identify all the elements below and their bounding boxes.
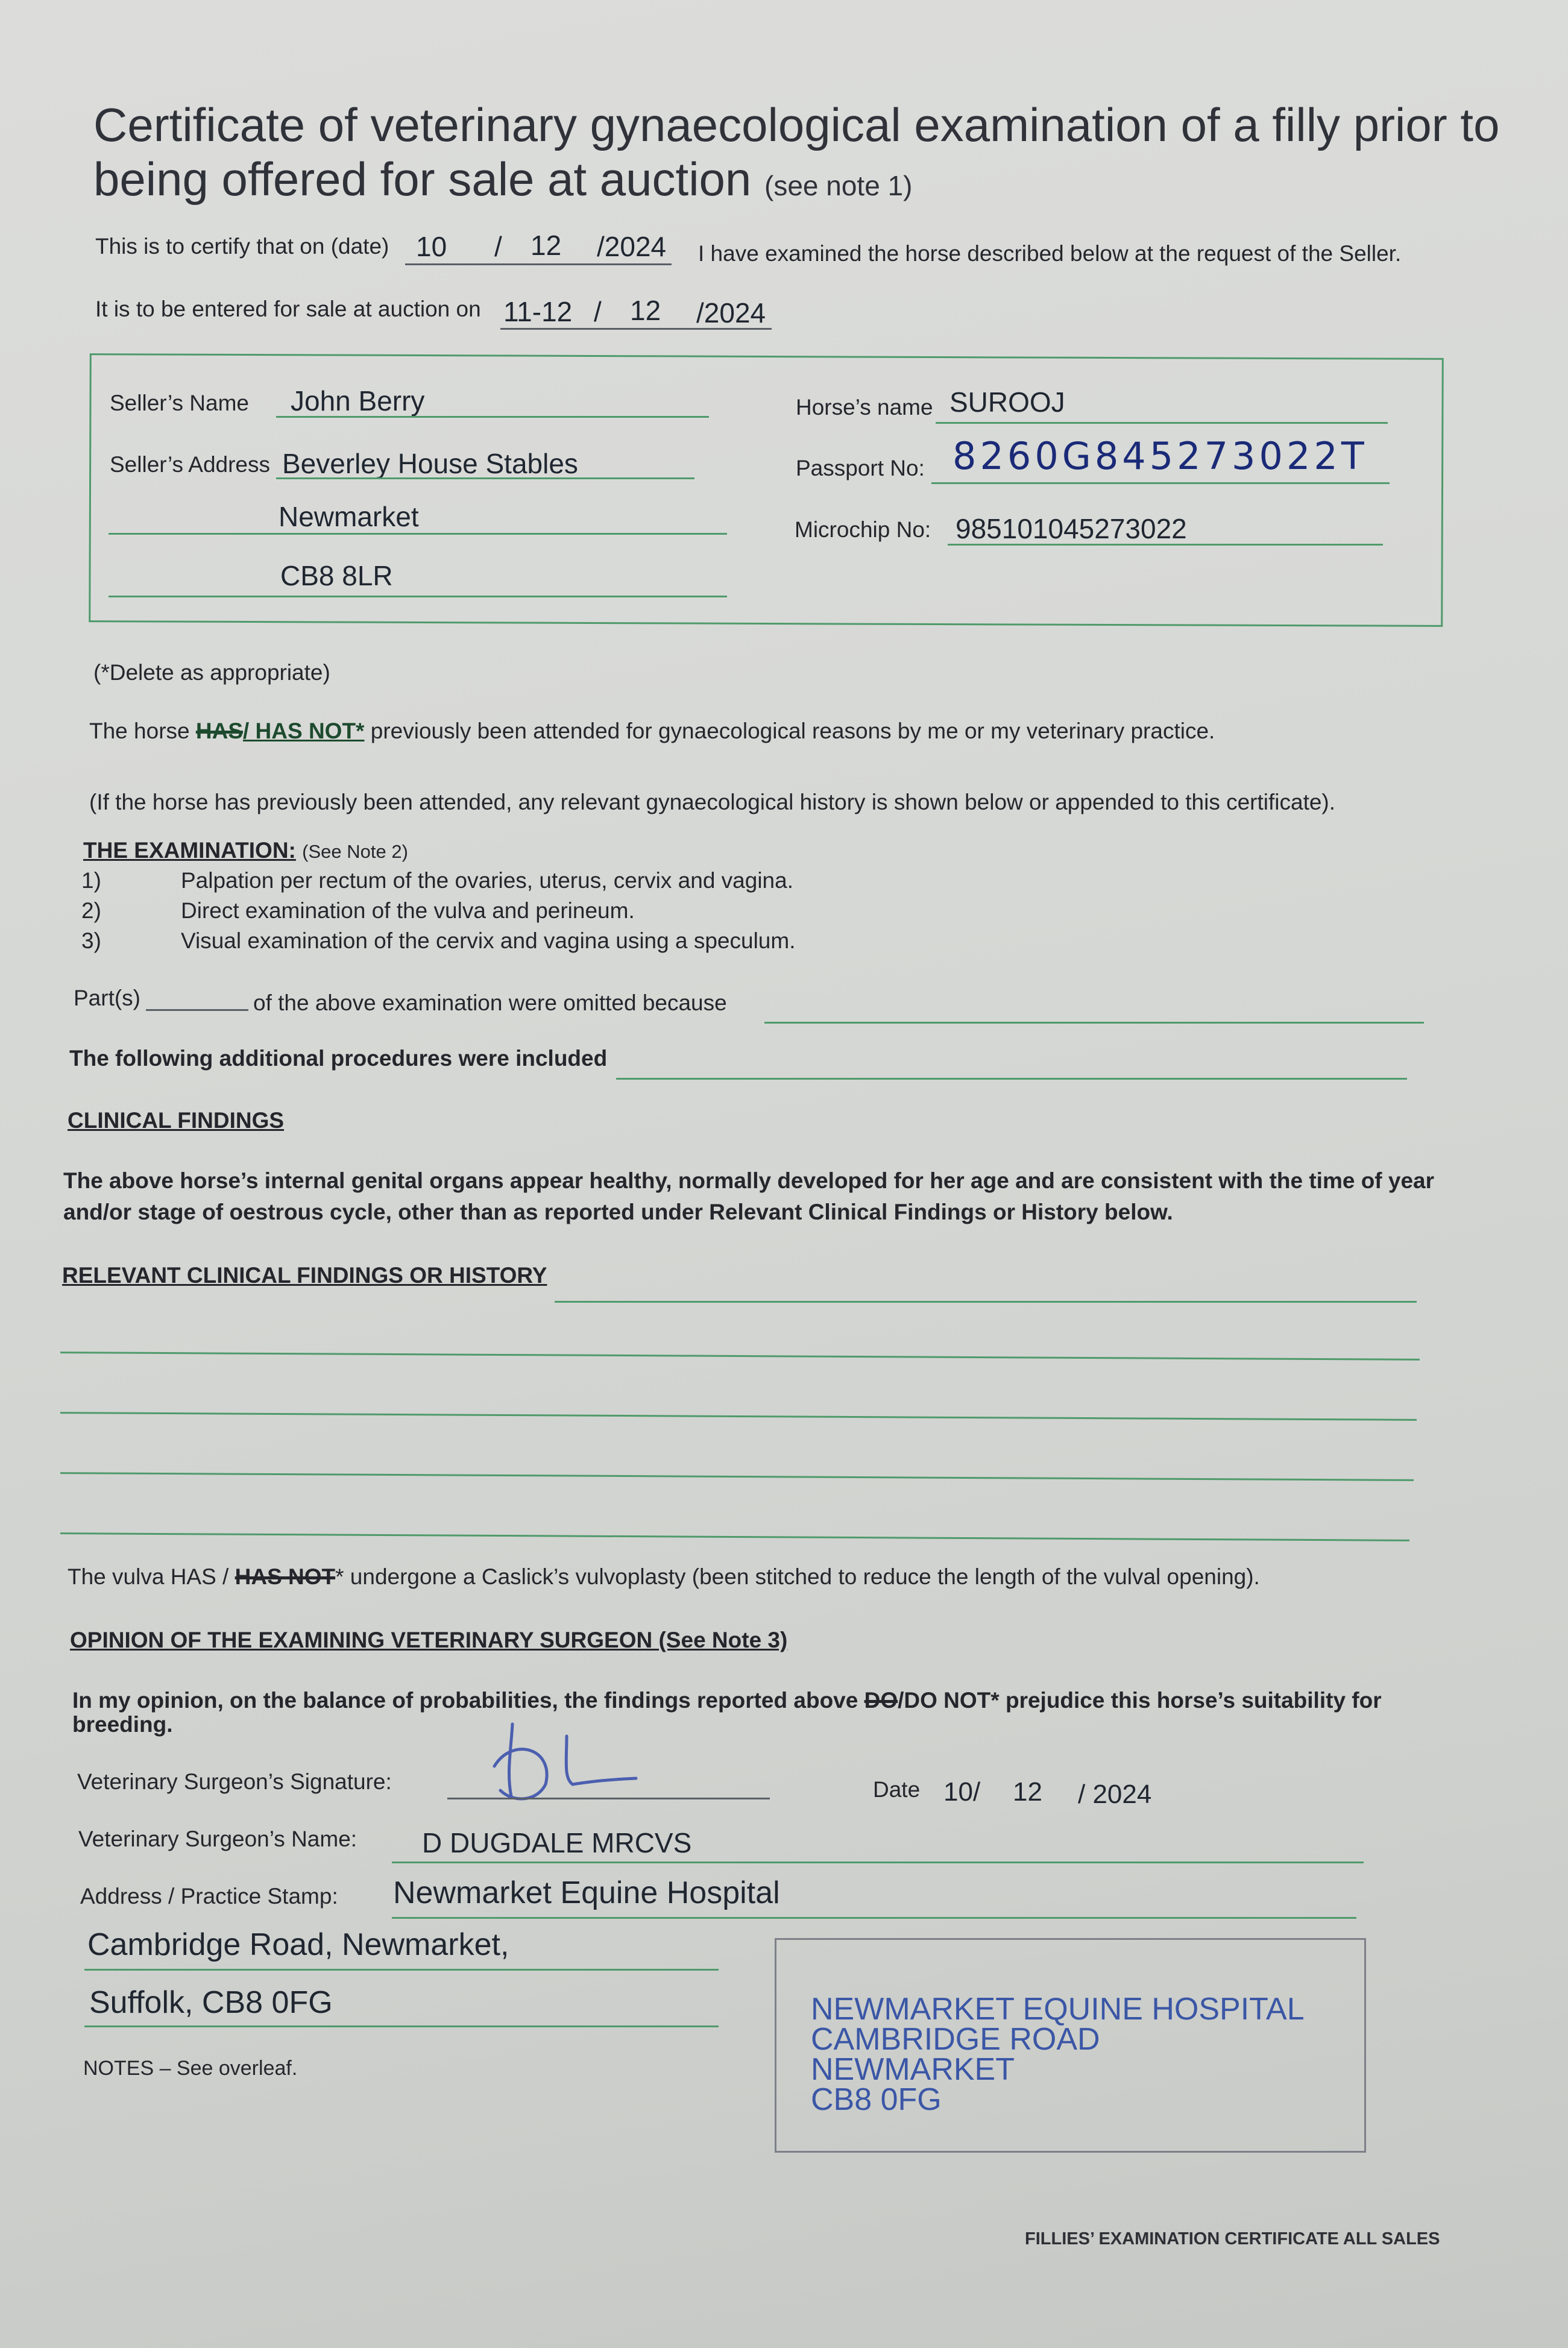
sign-date-day: 10/: [943, 1777, 981, 1807]
history-note: (If the horse has previously been attended, any relevant gynaecological history is shown below or appended to this certificate).: [89, 790, 1336, 814]
sign-date-year: / 2024: [1078, 1780, 1152, 1809]
clinical-text-1: The above horse’s internal genital organs appear healthy, normally developed for her age and are consistent with the time of year: [63, 1168, 1435, 1193]
clinical-heading: CLINICAL FINDINGS: [68, 1108, 285, 1133]
certify-slash: /: [494, 231, 502, 262]
stamp-line-2: CAMBRIDGE ROAD: [811, 2022, 1100, 2057]
exam-item-text: Direct examination of the vulva and perineum.: [181, 898, 635, 923]
vet-signature: [476, 1700, 645, 1808]
attended-line: [89, 719, 1215, 744]
title-note: (see note 1): [764, 170, 913, 201]
auction-days: 11-12: [503, 296, 573, 327]
exam-item-number: 3): [81, 928, 101, 953]
certify-suffix: I have examined the horse described below at the request of the Seller.: [698, 241, 1402, 266]
opinion-text-b: /DO NOT* prejudice this horse’s suitability for: [898, 1688, 1382, 1713]
opinion-text-a: In my opinion, on the balance of probabilities, the findings reported above: [72, 1688, 858, 1713]
exam-month: 12: [531, 230, 562, 261]
opinion-heading: OPINION OF THE EXAMINING VETERINARY SURGEON (See Note 3): [70, 1628, 788, 1652]
practice-address-3: Suffolk, CB8 0FG: [89, 1985, 333, 2020]
auction-slash: /: [594, 296, 602, 327]
title-main: being offered for sale at auction: [93, 153, 752, 206]
attended-struck: HAS: [195, 719, 243, 743]
examination-title: THE EXAMINATION:: [83, 838, 296, 863]
exam-item-number: 2): [81, 898, 101, 923]
additional-procedures: The following additional procedures were included: [69, 1046, 608, 1071]
vulva-prefix: The vulva HAS /: [68, 1564, 229, 1589]
stamp-line-1: NEWMARKET EQUINE HOSPITAL: [811, 1992, 1305, 2027]
seller-name-label: Seller’s Name: [110, 391, 249, 415]
microchip-number: 985101045273022: [956, 513, 1187, 544]
practice-address-1: Newmarket Equine Hospital: [393, 1875, 780, 1910]
examination-note: (See Note 2): [302, 841, 408, 862]
signature-label: Veterinary Surgeon’s Signature:: [77, 1769, 392, 1794]
title-line-2: [93, 153, 913, 209]
seller-name: John Berry: [291, 385, 425, 417]
opinion-struck: DO: [864, 1688, 898, 1713]
omitted-suffix: of the above examination were omitted because: [253, 990, 727, 1015]
stamp-line-4: CB8 0FG: [811, 2082, 942, 2117]
microchip-label: Microchip No:: [795, 517, 931, 542]
vulva-suffix: * undergone a Caslick’s vulvoplasty (been stitched to reduce the length of the vulval opening).: [335, 1564, 1260, 1589]
omitted-prefix: Part(s): [74, 986, 140, 1010]
opinion-text-2: breeding.: [72, 1712, 173, 1737]
seller-address-1: Beverley House Stables: [282, 448, 578, 479]
vet-name: D DUGDALE MRCVS: [422, 1827, 692, 1859]
footer-text: FILLIES’ EXAMINATION CERTIFICATE ALL SALES: [1025, 2229, 1440, 2249]
attended-prefix: The horse: [89, 719, 190, 743]
title-line-1: Certificate of veterinary gynaecological examination of a filly prior to: [93, 98, 1500, 151]
exam-item-2: [81, 898, 635, 924]
auction-prefix: It is to be entered for sale at auction on: [95, 297, 481, 321]
address-label: Address / Practice Stamp:: [80, 1884, 338, 1909]
stamp-line-3: NEWMARKET: [811, 2052, 1015, 2087]
clinical-text-2: and/or stage of oestrous cycle, other than as reported under Relevant Clinical Findings or History below.: [63, 1200, 1173, 1224]
exam-item-number: 1): [81, 868, 101, 893]
seller-address-2: Newmarket: [279, 501, 419, 532]
passport-number: 8260G845273022T: [952, 434, 1368, 478]
vet-name-label: Veterinary Surgeon’s Name:: [78, 1827, 357, 1851]
examination-heading: [83, 838, 408, 863]
exam-item-text: Visual examination of the cervix and vagina using a speculum.: [181, 928, 796, 953]
sign-date-month: 12: [1013, 1777, 1042, 1807]
vulva-struck: HAS NOT: [235, 1564, 336, 1589]
attended-suffix: previously been attended for gynaecological reasons by me or my veterinary practice.: [370, 719, 1215, 743]
practice-address-2: Cambridge Road, Newmarket,: [87, 1927, 509, 1962]
delete-note: (*Delete as appropriate): [93, 660, 330, 685]
seller-address-3: CB8 8LR: [280, 560, 393, 591]
exam-item-1: [81, 868, 793, 893]
auction-year: /2024: [696, 297, 766, 329]
exam-year: /2024: [597, 231, 667, 262]
exam-item-text: Palpation per rectum of the ovaries, uterus, cervix and vagina.: [181, 868, 793, 893]
vulva-line: [68, 1564, 1260, 1590]
exam-day: 10: [416, 231, 447, 262]
certify-prefix: This is to certify that on (date): [95, 234, 389, 259]
horse-name-label: Horse’s name: [796, 395, 933, 420]
relevant-heading: RELEVANT CLINICAL FINDINGS OR HISTORY: [62, 1263, 547, 1288]
attended-has-not: / HAS NOT*: [243, 719, 365, 743]
notes-text: NOTES – See overleaf.: [83, 2057, 298, 2080]
passport-label: Passport No:: [796, 456, 925, 480]
opinion-text-1: [72, 1688, 1382, 1713]
seller-address-label: Seller’s Address: [110, 452, 270, 477]
date-label: Date: [873, 1777, 921, 1802]
horse-name: SUROOJ: [949, 386, 1065, 418]
exam-item-3: [81, 928, 795, 954]
auction-month: 12: [630, 295, 661, 326]
